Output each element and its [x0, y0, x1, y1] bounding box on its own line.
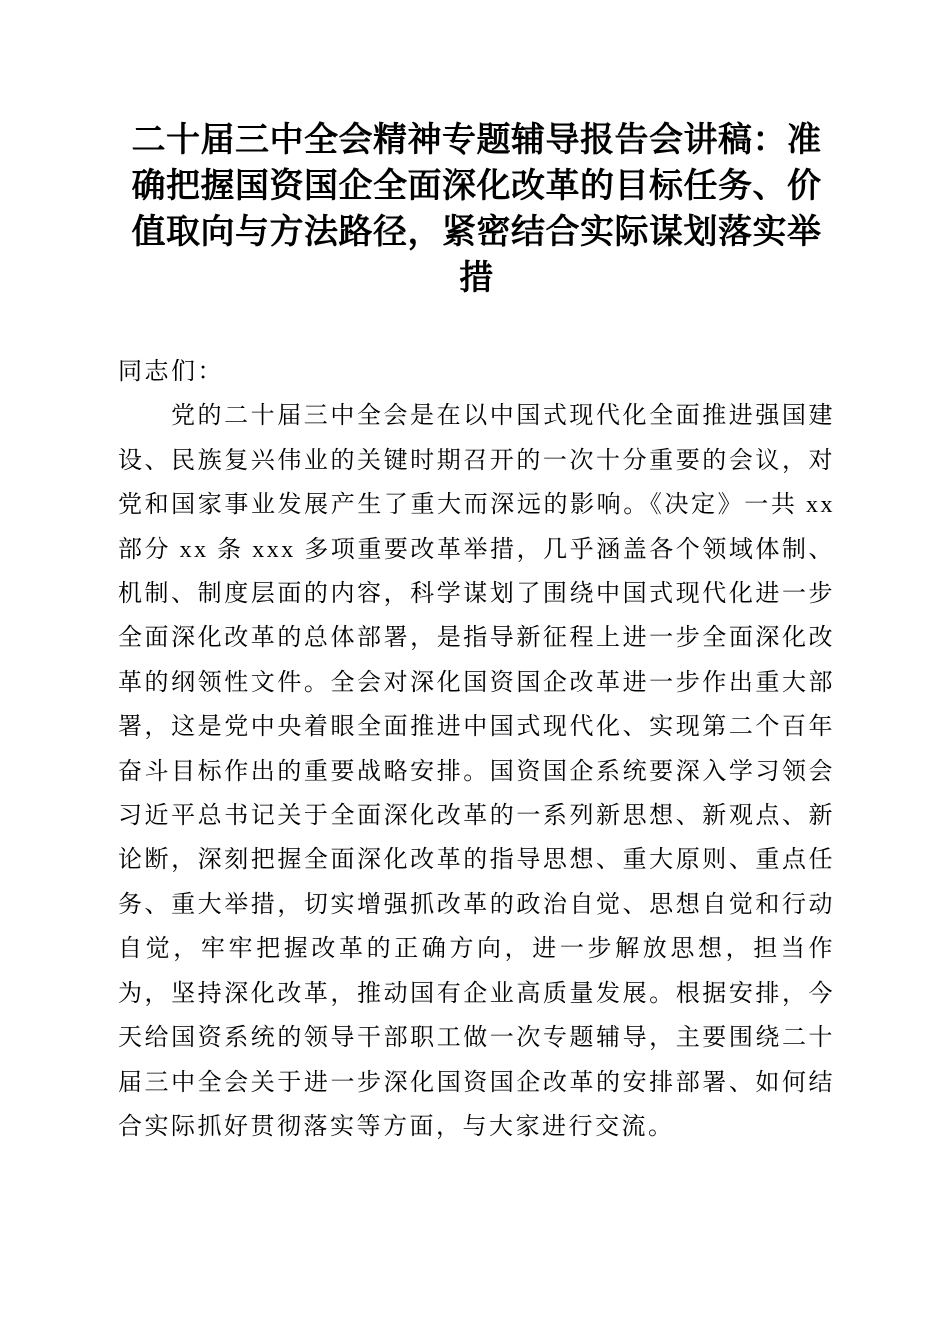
- document-body: [118, 350, 835, 1149]
- salutation-line: 同志们：: [118, 359, 224, 385]
- body-paragraph: 党的二十届三中全会是在以中国式现代化全面推进强国建设、民族复兴伟业的关键时期召开的一次十分重要的会议，对党和国家事业发展产生了重大而深远的影响。《决定》一共 xx 部分 xx 条 xxx 多项重要改革举措，几乎涵盖各个领域体制、机制、制度层面的内容，科学谋划了围绕中国式现代化进一步全面深化改革的总体部署，是指导新征程上进一步全面深化改革的纲领性文件。全会对深化国资国企改革进一步作出重大部署，这是党中央着眼全面推进中国式现代化、实现第二个百年奋斗目标作出的重要战略安排。国资国企系统要深入学习领会习近平总书记关于全面深化改革的一系列新思想、新观点、新论断，深刻把握全面深化改革的指导思想、重大原则、重点任务、重大举措，切实增强抓改革的政治自觉、思想自觉和行动自觉，牢牢把握改革的正确方向，进一步解放思想，担当作为，坚持深化改革，推动国有企业高质量发展。根据安排，今天给国资系统的领导干部职工做一次专题辅导，主要围绕二十届三中全会关于进一步深化国资国企改革的安排部署、如何结合实际抓好贯彻落实等方面，与大家进行交流。: [118, 403, 835, 1140]
- document-title: 二十届三中全会精神专题辅导报告会讲稿：准确把握国资国企全面深化改革的目标任务、价值取向与方法路径，紧密结合实际谋划落实举措: [131, 122, 822, 297]
